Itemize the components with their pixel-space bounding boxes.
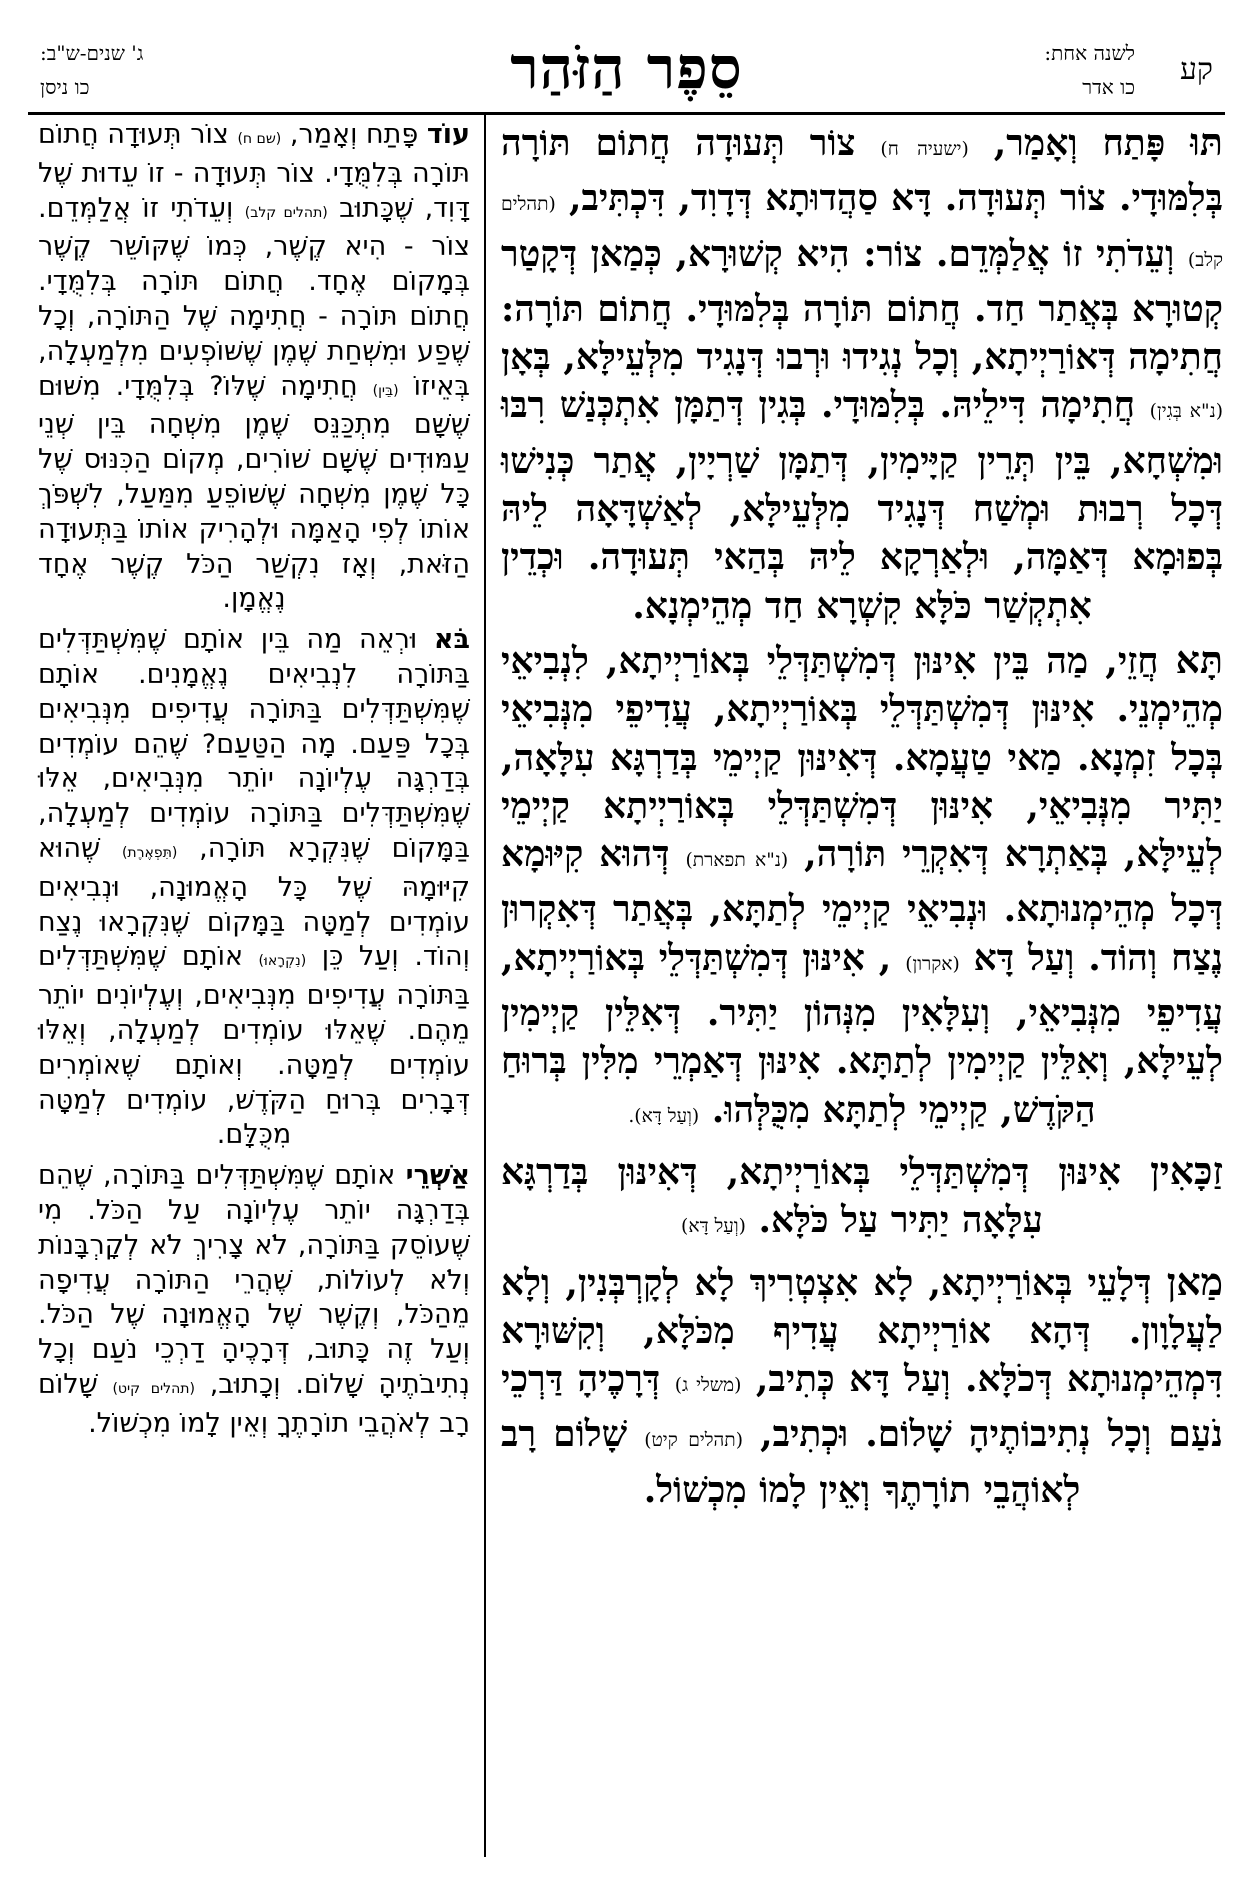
- schedule-left-line2: כו ניסן: [40, 75, 90, 99]
- paragraph-text: שֶׁהוּא קִיּוּמָהּ שֶׁל כָּל הָאֱמוּנָה, וּנְבִיאִים עוֹמְדִים לְמַטָּה בַּמָּקוֹם שֶׁנִּקְרָאוּ נֶצַח וְהוֹד. וְעַל כֵּן: [38, 832, 471, 973]
- translation-paragraph: [38, 118, 470, 617]
- paragraph-lead-word: מַאן: [1166, 1259, 1223, 1304]
- paragraph-lead-word: זַכָּאִין: [1150, 1148, 1223, 1193]
- source-reference: (תהלים קיט): [644, 1430, 743, 1452]
- source-reference: (וְעַל דָּא).: [628, 1105, 700, 1127]
- source-reference: (נִקְרָאוּ): [258, 953, 307, 970]
- source-reference: (וְעַל דָּא): [681, 1216, 746, 1238]
- page-header: [0, 28, 1253, 108]
- paragraph-text: וּרְאֵה מַה בֵּין אוֹתָם שֶׁמִּשְׁתַּדְּלִים בַּתּוֹרָה לִנְבִיאִים נֶאֱמָנִים. אוֹתָם שֶׁמִּשְׁתַּדְּלִים בַּתּוֹרָה עֲדִיפִים מִנְּבִיאִים בְּכָל פַּעַם. מָה הַטַּעַם? שֶׁהֵם עוֹמְדִים בְּדַרְגָּה עֶלְיוֹנָה יוֹתֵר מִנְּבִיאִים, אֵלּוּ שֶׁמִּשְׁתַּדְּלִים בַּתּוֹרָה עוֹמְדִים לְמַעְלָה, בַּמָּקוֹם שֶׁנִּקְרָא תּוֹרָה,: [38, 624, 470, 864]
- translation-paragraph: [38, 623, 470, 1153]
- schedule-right-line1: לשנה אחת:: [1044, 41, 1135, 65]
- paragraph-text: חֲזֵי, מַה בֵּין אִינּוּן דְּמִשְׁתַּדְּלֵי בְּאוֹרַיְיתָא, לִנְבִיאֵי מְהֵימְנֵי. אִינּוּן דְּמִשְׁתַּדְּלֵי בְּאוֹרַיְיתָא, עֲדִיפֵי מִנְּבִיאֵי בְּכָל זִמְנָא. מַאי טַעֲמָא. דְּאִינּוּן קַיְימֵי בְּדַרְגָּא עִלָּאָה, יַתִּיר מִנְּבִיאֵי, אִינּוּן דְּמִשְׁתַּדְּלֵי בְּאוֹרַיְיתָא קַיְימֵי לְעֵילָּא, בְּאַתְרָא דְּאִקְרֵי תּוֹרָה,: [501, 639, 1223, 876]
- book-title: סֵפֶר הַזֹּהַר: [510, 34, 743, 102]
- main-column: [501, 118, 1223, 1520]
- paragraph-lead-word: תּוּ: [1190, 120, 1223, 164]
- paragraph-text: דְּרָכֶיהָ דַּרְכֵי נֹעַם וְכָל נְתִיבוֹתֶיהָ שָׁלוֹם. וּכְתִיב,: [501, 1358, 1223, 1456]
- source-reference: (תִּפְאֶרֶת): [121, 844, 178, 861]
- schedule-left-line1: ג' שנים-ש"ב:: [40, 41, 144, 65]
- paragraph-lead-word: בֹּא: [433, 624, 470, 656]
- paragraph-text: פָּתַח וְאָמַר,: [289, 119, 419, 150]
- header-rule: [28, 112, 1225, 115]
- translation-column: [38, 118, 470, 1447]
- paragraph-text: צוֹר תְּעוּדָה חֲתוֹם תּוֹרָה בְּלִמּוּדָי. צוֹר תְּעוּדָה. דָּא סַהֲדוּתָא דְּדָוִד, דִּכְתִּיב,: [501, 122, 1223, 220]
- source-reference: (תהלים קלב): [244, 204, 328, 221]
- paragraph-text: חֲתִימָה דִּילֵיהּ. בְּלִמּוּדָי. בְּגִין דְּתַמָּן אִתְכְּנַשׁ רִבּוּ וּמִשְׁחָא, בֵּין תְּרֵין קַיָּימִין, דְּתַמָּן שַׁרְיָין, אֲתַר כְּנִישׁוּ דְּכָל רְבוּת וּמְשַׁח דְּנָגִיד מִלְּעֵילָּא, לְאַשְׁדָּאָה לֵיהּ בְּפוּמָא דְּאַמָּה, וּלְאַרְקָא לֵיהּ בְּהַאי תְּעוּדָה. וּכְדֵין אִתְקְשַׁר כֹּלָּא קִשְׁרָא חַד מְהֵימְנָא.: [501, 384, 1223, 627]
- main-paragraph: [501, 1147, 1223, 1252]
- paragraph-text: חֲתִימָה שֶׁלּוֹ? בְּלִמֻּדָי. מִשּׁוּם שֶׁשָּׁם מִתְכַּנֵּס שֶׁמֶן מִשְׁחָה בֵּין שְׁנֵי עַמּוּדִים שֶׁשָּׁם שׁוֹרִים, מְקוֹם הַכִּנּוּס שֶׁל כָּל שֶׁמֶן מִשְׁחָה שֶׁשּׁוֹפֵעַ מִמַּעַל, לִשְׁפֹּךְ אוֹתוֹ לְפִי הָאַמָּה וּלְהָרִיק אוֹתוֹ בַּתְּעוּדָה הַזֹּאת, וְאָז נִקְשַׁר הַכֹּל קֶשֶׁר אֶחָד נֶאֱמָן.: [38, 370, 470, 615]
- source-reference: (שם ח): [237, 131, 282, 147]
- source-reference: (תהלים קיט): [112, 1380, 195, 1397]
- paragraph-lead-word: אַשְׁרֵי: [405, 1160, 470, 1192]
- paragraph-text: אוֹתָם שֶׁמִּשְׁתַּדְּלִים בַּתּוֹרָה, שֶׁהֵם בְּדַרְגָּה יוֹתֵר עֶלְיוֹנָה עַל הַכֹּל. מִי שֶׁעוֹסֵק בַּתּוֹרָה, לֹא צָרִיךְ לֹא לְקָרְבָּנוֹת וְלֹא לְעוֹלוֹת, שֶׁהֲרֵי הַתּוֹרָה עֲדִיפָה מֵהַכֹּל, וְקֶשֶׁר שֶׁל הָאֱמוּנָה שֶׁל הַכֹּל. וְעַל זֶה כָּתוּב, דְּרָכֶיהָ דַרְכֵי נֹעַם וְכָל נְתִיבֹתֶיהָ שָׁלוֹם. וְכָתוּב,: [38, 1160, 470, 1400]
- paragraph-text: , אִינּוּן דְּמִשְׁתַּדְּלֵי בְּאוֹרַיְיתָא, עֲדִיפֵי מִנְּבִיאֵי, וְעִלָּאִין מִנְּהוֹן יַתִּיר. דְּאִלֵּין קַיְימִין לְעֵילָּא, וְאִלֵּין קַיְימִין לְתַתָּא. אִינּוּן דְּאַמְרֵי מִלִּין בְּרוּחַ הַקֹּדֶשׁ, קַיְימֵי לְתַתָּא מִכֻּלְּהוּ.: [501, 936, 1223, 1131]
- source-reference: (ישעיה ח): [880, 139, 969, 160]
- paragraph-text: אִינּוּן דְּמִשְׁתַּדְּלֵי בְּאוֹרַיְיתָא, דְּאִינּוּן בְּדַרְגָּא עִלָּאָה יַתִּיר עַל כֹּלָּא.: [501, 1150, 1122, 1242]
- paragraph-text: שָׁלוֹם רָב לְאֹהֲבֵי תוֹרָתֶךָ וְאֵין לָמוֹ מִכְשׁוֹל.: [38, 1368, 470, 1439]
- paragraph-text: וְעֵדֹתִי זוֹ אֲלַמְּדֵם. צוֹר: הִיא קְשׁוּרָא, כְּמַאן דְּקָטַר קְטוּרָא בְּאֲתַר חַד. חֲתוֹם תּוֹרָה בְּלִמּוּדָי. חֲתוֹם תּוֹרָה: חֲתִימָה דְּאוֹרַיְיתָא, וְכָל נְגִידוּ וּרְבוּ דְּנָגִיד מִלְּעֵילָּא, בְּאָן: [501, 232, 1223, 379]
- main-paragraph: [501, 118, 1223, 630]
- main-paragraph: [501, 636, 1223, 1141]
- source-reference: (נ"א בְּגִין): [1149, 401, 1223, 423]
- paragraph-text: צוֹר תְּעוּדָה חֲתוֹם תּוֹרָה בְּלִמֻּדָי. צוֹר תְּעוּדָה - זוֹ עֵדוּת שֶׁל דָּוִד, שֶׁכָּתוּב: [38, 119, 470, 224]
- paragraph-text: דְּלָעֵי בְּאוֹרַיְיתָא, לָא אִצְטְרִיךְ לָא לְקָרְבְּנִין, וְלָא לַעֲלָוָון. דְּהָא אוֹרַיְיתָא עֲדִיף מִכֹּלָּא, וְקִשּׁוּרָא דִּמְהֵימְנוּתָא דְּכֹלָּא. וְעַל דָּא כְּתִיב,: [501, 1261, 1223, 1401]
- source-reference: (משלי ג): [674, 1375, 742, 1397]
- translation-paragraph: [38, 1159, 470, 1441]
- paragraph-text: פָּתַח וְאָמַר,: [993, 122, 1166, 164]
- paragraph-text: שָׁלוֹם רָב לְאוֹהֲבֵי תוֹרָתֶךָ וְאֵין לָמוֹ מִכְשׁוֹל.: [501, 1413, 1081, 1511]
- schedule-right-line2: כו אדר: [1082, 75, 1135, 99]
- source-reference: (תהלים קלב): [501, 194, 1223, 271]
- paragraph-text: דְּהוּא קִיּוּמָא דְּכָל מְהֵימְנוּתָא. וּנְבִיאֵי קַיְימֵי לְתַתָּא, בְּאֲתַר דְּאִקְרוּן נֶצַח וְהוֹד. וְעַל דָּא: [501, 833, 1223, 979]
- source-reference: (אקרון): [905, 953, 960, 975]
- paragraph-text: וְעֵדֹתִי זוֹ אֲלַמְּדֵם. צוֹר - הִיא קֶשֶׁר, כְּמוֹ שֶׁקּוֹשֵׁר קֶשֶׁר בְּמָקוֹם אֶחָד. חֲתוֹם תּוֹרָה בְּלִמֻּדָי. חֲתוֹם תּוֹרָה - חֲתִימָה שֶׁל הַתּוֹרָה, וְכָל שֶׁפַע וּמִשְׁחַת שֶׁמֶן שֶׁשּׁוֹפְעִים מִלְמַעְלָה, בְּאֵיזוֹ: [38, 192, 470, 402]
- paragraph-lead-word: תָּא: [1175, 637, 1223, 682]
- page-number: קע: [1179, 52, 1213, 87]
- schedule-left: [40, 36, 143, 104]
- column-divider: [484, 112, 486, 1857]
- source-reference: (בֵּין): [372, 382, 399, 399]
- source-reference: (נ"א תפארת): [685, 850, 789, 872]
- main-paragraph: [501, 1258, 1223, 1514]
- paragraph-text: אוֹתָם שֶׁמִּשְׁתַּדְּלִים בַּתּוֹרָה עֲדִיפִים מִנְּבִיאִים, וְעֶלְיוֹנִים יוֹתֵר מֵהֶם. שֶׁאֵלּוּ עוֹמְדִים לְמַעְלָה, וְאֵלּוּ עוֹמְדִים לְמַטָּה. וְאוֹתָם שֶׁאוֹמְרִים דְּבָרִים בְּרוּחַ הַקֹּדֶשׁ, עוֹמְדִים לְמַטָּה מִכֻּלָּם.: [38, 941, 470, 1151]
- paragraph-lead-word: עוֹד: [426, 119, 470, 150]
